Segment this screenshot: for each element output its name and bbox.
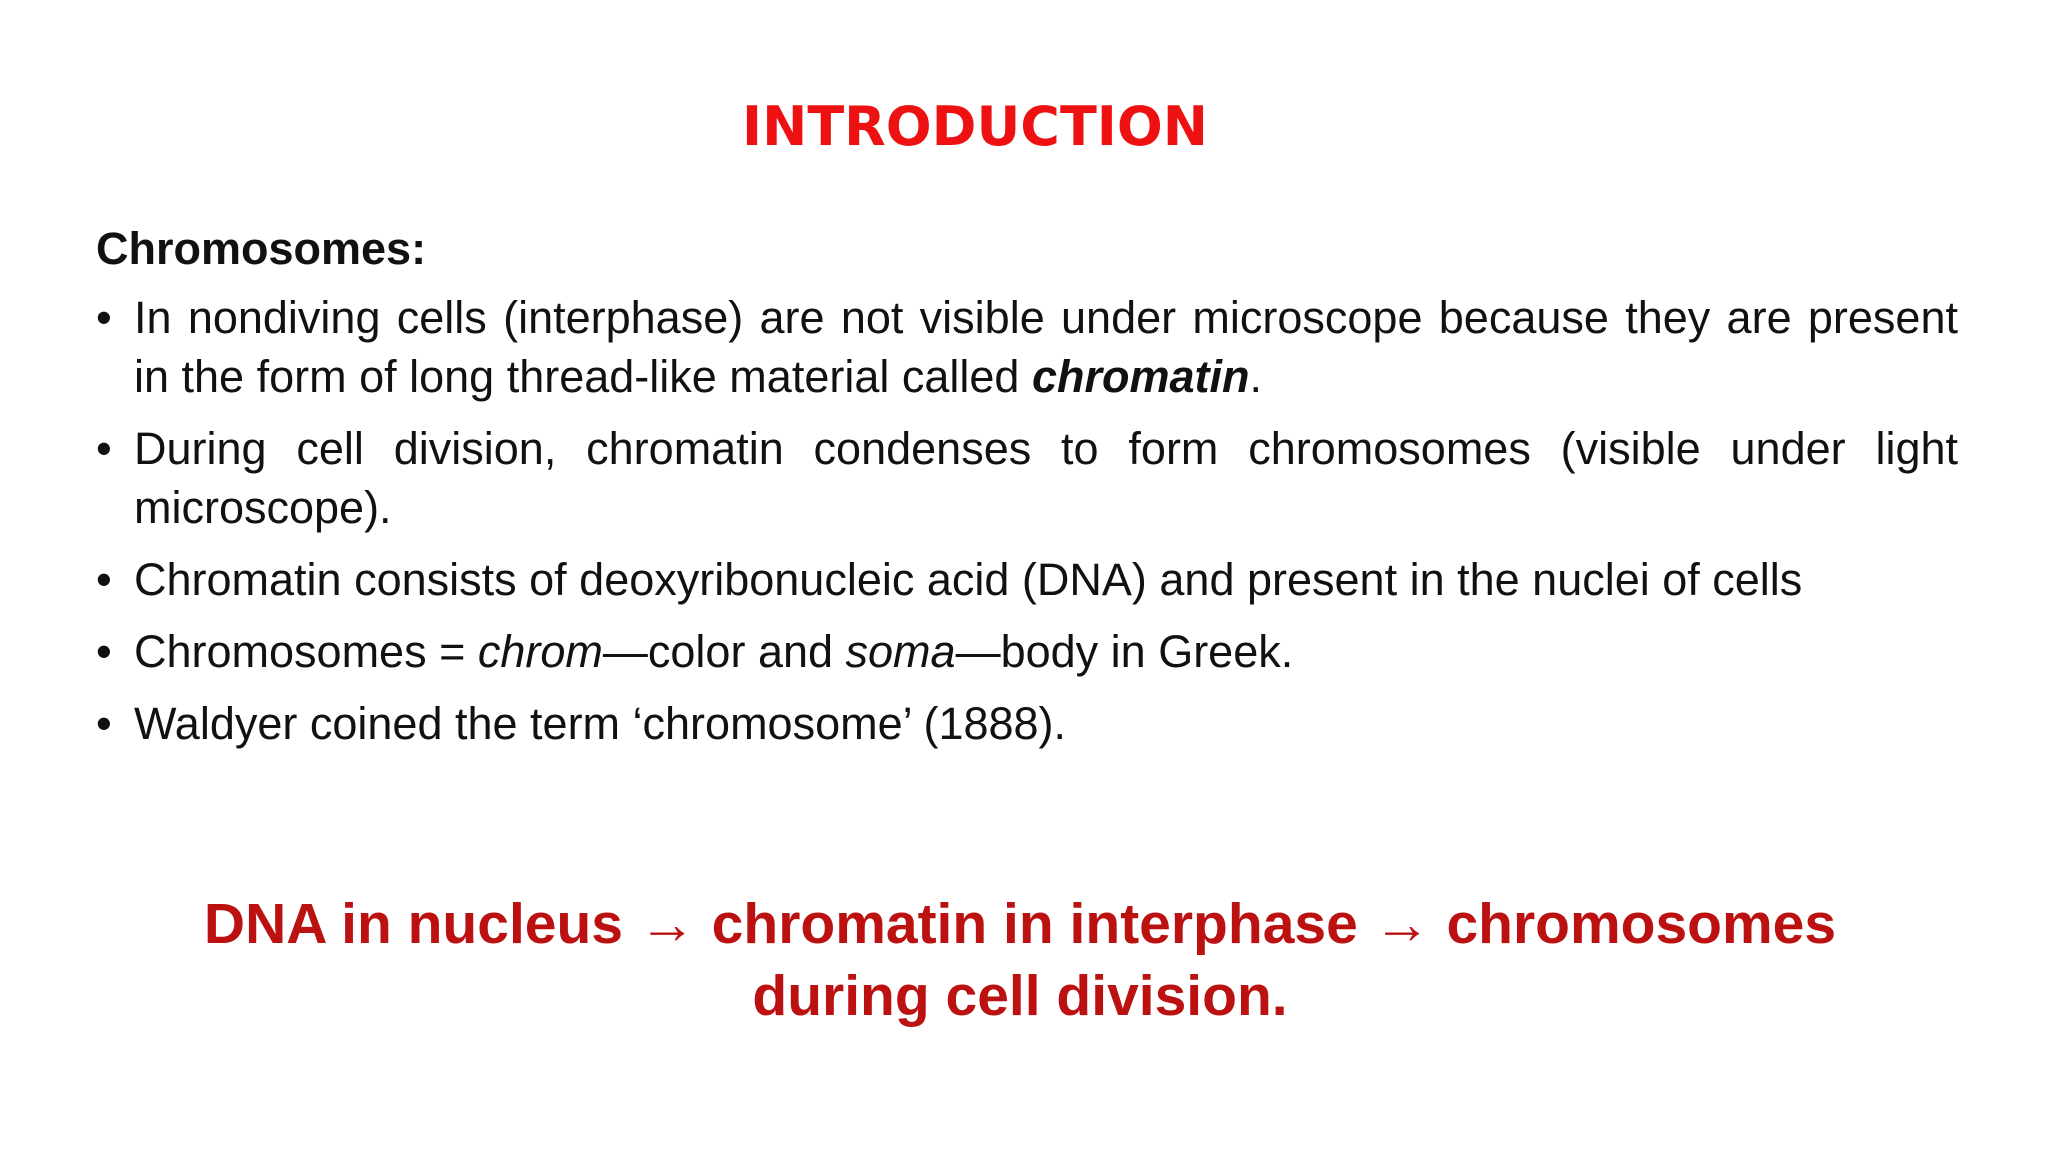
summary-line-1: DNA in nucleus → chromatin in interphase → chromosomes	[203, 892, 1837, 956]
bullet-item	[96, 694, 1958, 753]
summary-statement	[120, 888, 1920, 1032]
section-heading: Chromosomes:	[96, 223, 427, 274]
bullet-list	[96, 288, 1958, 753]
bullet-item	[96, 622, 1958, 681]
bullet-dot: •	[96, 554, 112, 605]
bullet-item	[96, 550, 1958, 609]
bullet-dot: •	[96, 626, 112, 677]
bullet-text: —color and	[602, 626, 846, 677]
bullet-item	[96, 288, 1958, 406]
bullet-dot: •	[96, 423, 112, 474]
emphasis-soma: soma	[845, 626, 956, 677]
bullet-text: Waldyer coined the term ‘chromosome’ (1888).	[134, 698, 1067, 749]
bullet-dot: •	[96, 698, 112, 749]
bullet-text: In nondiving cells (interphase) are not visible under microscope because they are present in the form of long thread-like material called	[134, 292, 1958, 402]
emphasis-chrom: chrom	[477, 626, 603, 677]
emphasis-chromatin: chromatin	[1031, 351, 1250, 402]
bullet-text: Chromatin consists of deoxyribonucleic acid (DNA) and present in the nuclei of cells	[134, 554, 1803, 605]
bullet-text: Chromosomes =	[134, 626, 478, 677]
bullet-dot: •	[96, 292, 112, 343]
bullet-text: —body in Greek.	[955, 626, 1294, 677]
bullet-text: .	[1249, 351, 1262, 402]
bullet-text: During cell division, chromatin condenses to form chromosomes (visible under light microscope).	[134, 423, 1958, 533]
summary-line-2: during cell division.	[752, 964, 1288, 1028]
slide-content	[96, 218, 1958, 766]
slide-title: INTRODUCTION	[742, 95, 1208, 158]
bullet-item	[96, 419, 1958, 537]
